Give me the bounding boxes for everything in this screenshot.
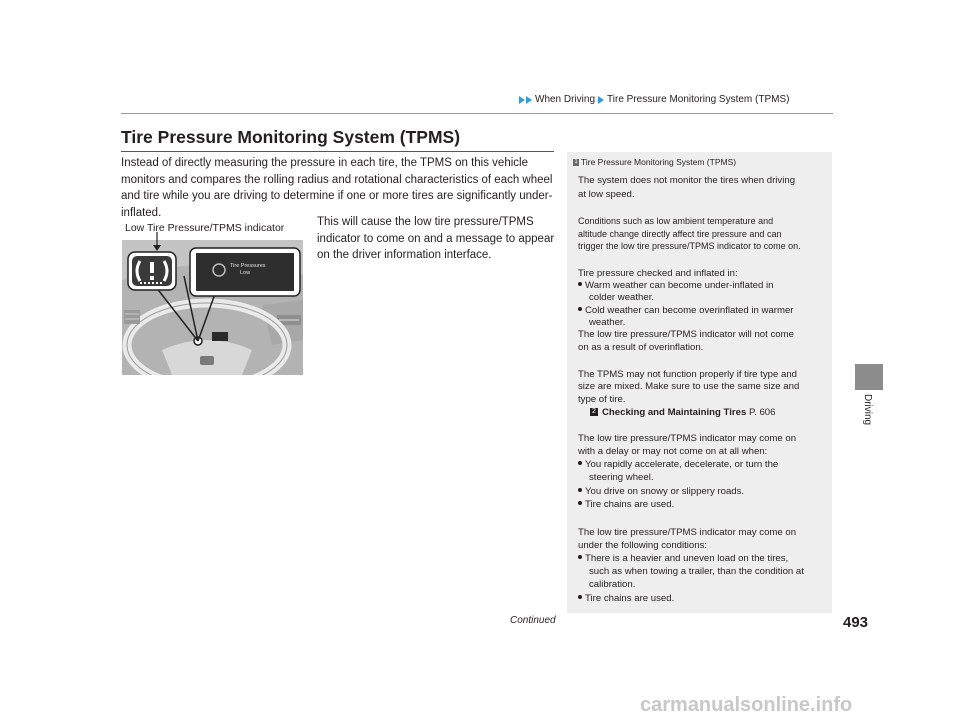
note-text: on as a result of overinflation. (578, 342, 704, 353)
display-message (230, 263, 266, 277)
continued-label: Continued (510, 615, 556, 626)
header-divider (121, 113, 833, 114)
breadcrumb-arrow-icon (526, 96, 532, 104)
page-number: 493 (843, 614, 869, 631)
bullet-icon (578, 488, 582, 492)
reference-arrow-icon: 2 (590, 408, 598, 416)
note-text: Tire pressure checked and inflated in: (578, 268, 738, 279)
title-divider (121, 151, 554, 152)
display-message-line2: Low (240, 270, 251, 276)
breadcrumb-item-tpms[interactable]: Tire Pressure Monitoring System (TPMS) (607, 94, 790, 105)
watermark: carmanualsonline.info (640, 694, 853, 716)
note-text: The low tire pressure/TPMS indicator may come on (578, 527, 797, 538)
note-text: colder weather. (589, 292, 655, 303)
page-title: Tire Pressure Monitoring System (TPMS) (121, 127, 461, 147)
note-bullet: Tire chains are used. (578, 499, 674, 510)
breadcrumb-arrow-icon (519, 96, 525, 104)
note-text: The TPMS may not function properly if tire type and (578, 369, 797, 380)
note-text: weather. (589, 317, 626, 328)
figure-label: Low Tire Pressure/TPMS indicator (125, 222, 285, 234)
note-bullet: Cold weather can become overinflated in warmer (578, 305, 794, 316)
bullet-icon (578, 501, 582, 505)
note-text: with a delay or may not come on at all when: (578, 446, 768, 457)
note-text: altitude change directly affect tire pressure and can (578, 229, 782, 239)
breadcrumb-arrow-icon (598, 96, 604, 104)
note-badge: 1 (574, 158, 578, 165)
note-text: The low tire pressure/TPMS indicator will not come (578, 329, 794, 340)
chapter-tab (855, 394, 883, 454)
note-text: such as when towing a trailer, than the condition at (589, 566, 804, 577)
note-text: calibration. (589, 579, 636, 590)
note-bullet: Warm weather can become under-inflated in (578, 280, 773, 291)
breadcrumb (519, 94, 792, 105)
note-text: steering wheel. (589, 472, 654, 483)
note-text: trigger the low tire pressure/TPMS indicator to come on. (578, 241, 801, 251)
note-text: The system does not monitor the tires when driving (578, 175, 796, 186)
note-text: under the following conditions: (578, 540, 708, 551)
chapter-tab-label: Driving (862, 394, 873, 426)
note-title-text: Tire Pressure Monitoring System (TPMS) (581, 157, 737, 167)
note-text: type of tire. (578, 394, 626, 405)
note-bullet: Tire chains are used. (578, 593, 674, 604)
note-text: The low tire pressure/TPMS indicator may come on (578, 433, 797, 444)
breadcrumb-item-when-driving[interactable]: When Driving (535, 94, 596, 105)
cross-reference-link[interactable]: 2 Checking and Maintaining Tires P. 606 (590, 407, 775, 418)
note-text: Conditions such as low ambient temperature and (578, 216, 774, 226)
note-bullet: You rapidly accelerate, decelerate, or turn the (578, 459, 778, 470)
bullet-icon (578, 461, 582, 465)
display-message-line1: Tire Pressures (230, 263, 266, 269)
note-bullet: There is a heavier and uneven load on the tires, (578, 553, 788, 564)
intro-paragraph: Instead of directly measuring the pressure in each tire, the TPMS on this vehicle monitors and compares the rolling radius and rotational characteristics of each wheel and tire while you are driving to determine if one or more tires are significantly under-inflated. (121, 157, 553, 219)
note-title (573, 157, 736, 167)
note-bullet: You drive on snowy or slippery roads. (578, 486, 744, 497)
dashboard-illustration-svg (122, 220, 303, 375)
bullet-icon (578, 555, 582, 559)
bullet-icon (578, 595, 582, 599)
note-text: at low speed. (578, 189, 635, 200)
cause-paragraph: This will cause the low tire pressure/TPMS indicator to come on and a message to appear on the driver information interface. (317, 216, 555, 262)
note-text: size are mixed. Make sure to use the same size and (578, 381, 800, 392)
bullet-icon (578, 307, 582, 311)
chapter-tab-marker (855, 364, 883, 390)
dashboard-illustration (122, 220, 303, 375)
bullet-icon (578, 282, 582, 286)
